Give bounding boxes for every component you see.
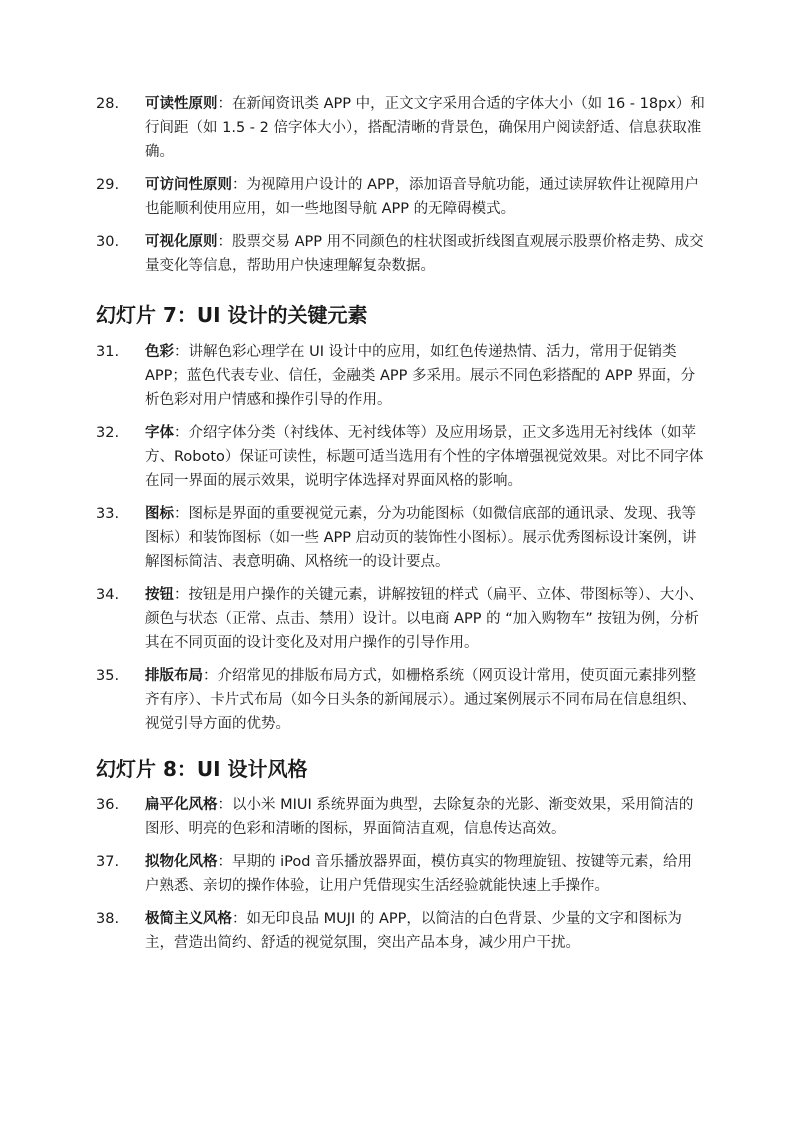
item-term: 可视化原则 <box>145 234 218 250</box>
item-number: 33. <box>96 506 120 522</box>
item-number: 31. <box>96 344 120 360</box>
item-term: 图标 <box>145 506 174 522</box>
list-item <box>96 907 706 955</box>
item-separator: ： <box>217 854 232 870</box>
item-term: 极简主义风格 <box>145 911 232 927</box>
item-separator: ： <box>174 425 189 441</box>
item-separator: ： <box>232 911 247 927</box>
item-text: 按钮是用户操作的关键元素，讲解按钮的样式（扁平、立体、带图标等）、大小、颜色与状态（正常、点击、禁用）设计。以电商 APP 的 “加入购物车” 按钮为例，分析其在不同页面的设计变化及对用户操作的引导作用。 <box>145 587 704 651</box>
item-separator: ： <box>217 96 232 112</box>
item-separator: ： <box>232 177 247 193</box>
item-text: 介绍常见的排版布局方式，如栅格系统（网页设计常用，使页面元素排列整齐有序）、卡片式布局（如今日头条的新闻展示）。通过案例展示不同布局在信息组织、视觉引导方面的优势。 <box>145 668 696 732</box>
slide8-section <box>96 755 706 783</box>
item-text: 股票交易 APP 用不同颜色的柱状图或折线图直观展示股票价格走势、成交量变化等信息，帮助用户快速理解复杂数据。 <box>145 234 704 274</box>
item-text: 讲解色彩心理学在 UI 设计中的应用，如红色传递热情、活力，常用于促销类 APP；蓝色代表专业、信任，金融类 APP 多采用。展示不同色彩搭配的 APP 界面，分析色彩对用户情感和操作引导的作用。 <box>145 344 696 408</box>
item-term: 可读性原则 <box>145 96 218 112</box>
item-term: 按钮 <box>145 587 174 603</box>
slide8-heading: 幻灯片 8：UI 设计风格 <box>96 757 308 781</box>
list-item <box>96 850 706 898</box>
list-item <box>96 92 706 164</box>
item-text: 图标是界面的重要视觉元素，分为功能图标（如微信底部的通讯录、发现、我等图标）和装饰图标（如一些 APP 启动页的装饰性小图标）。展示优秀图标设计案例，讲解图标简洁、表意明确、风格统一的设计要点。 <box>145 506 697 570</box>
item-number: 36. <box>96 797 120 813</box>
item-text: 如无印良品 MUJI 的 APP，以简洁的白色背景、少量的文字和图标为主，营造出简约、舒适的视觉氛围，突出产品本身，减少用户干扰。 <box>145 911 682 951</box>
item-text: 以小米 MIUI 系统界面为典型，去除复杂的光影、渐变效果，采用简洁的图形、明亮的色彩和清晰的图标，界面简洁直观，信息传达高效。 <box>145 797 694 837</box>
slide7-list <box>96 340 706 745</box>
slide7-heading: 幻灯片 7：UI 设计的关键元素 <box>96 303 368 327</box>
item-text: 在新闻资讯类 APP 中，正文文字采用合适的字体大小（如 16 - 18px）和行间距（如 1.5 - 2 倍字体大小），搭配清晰的背景色，确保用户阅读舒适、信息获取准确。 <box>145 96 705 160</box>
item-number: 38. <box>96 911 120 927</box>
list-item <box>96 583 706 655</box>
list-continued <box>96 92 706 287</box>
slide7-section <box>96 301 706 329</box>
item-number: 35. <box>96 668 120 684</box>
slide8-list <box>96 793 706 964</box>
item-number: 34. <box>96 587 120 603</box>
item-number: 29. <box>96 177 120 193</box>
list-item <box>96 230 706 278</box>
item-term: 可访问性原则 <box>145 177 232 193</box>
item-separator: ： <box>174 506 189 522</box>
item-term: 排版布局 <box>145 668 203 684</box>
item-term: 拟物化风格 <box>145 854 218 870</box>
item-separator: ： <box>203 668 218 684</box>
item-term: 色彩 <box>145 344 174 360</box>
list-item <box>96 502 706 574</box>
item-number: 30. <box>96 234 120 250</box>
item-term: 字体 <box>145 425 174 441</box>
item-separator: ： <box>217 234 232 250</box>
item-separator: ： <box>174 344 189 360</box>
item-number: 28. <box>96 96 120 112</box>
item-term: 扁平化风格 <box>145 797 218 813</box>
item-number: 32. <box>96 425 120 441</box>
item-number: 37. <box>96 854 120 870</box>
item-text: 为视障用户设计的 APP，添加语音导航功能，通过读屏软件让视障用户也能顺利使用应用，如一些地图导航 APP 的无障碍模式。 <box>145 177 700 217</box>
item-separator: ： <box>217 797 232 813</box>
list-item <box>96 793 706 841</box>
item-text: 早期的 iPod 音乐播放器界面，模仿真实的物理旋钮、按键等元素，给用户熟悉、亲切的操作体验，让用户凭借现实生活经验就能快速上手操作。 <box>145 854 693 894</box>
list-item <box>96 340 706 412</box>
list-item <box>96 664 706 736</box>
item-text: 介绍字体分类（衬线体、无衬线体等）及应用场景，正文多选用无衬线体（如苹方、Roboto）保证可读性，标题可适当选用有个性的字体增强视觉效果。对比不同字体在同一界面的展示效果，说明字体选择对界面风格的影响。 <box>145 425 704 489</box>
list-item <box>96 173 706 221</box>
list-item <box>96 421 706 493</box>
item-separator: ： <box>174 587 189 603</box>
